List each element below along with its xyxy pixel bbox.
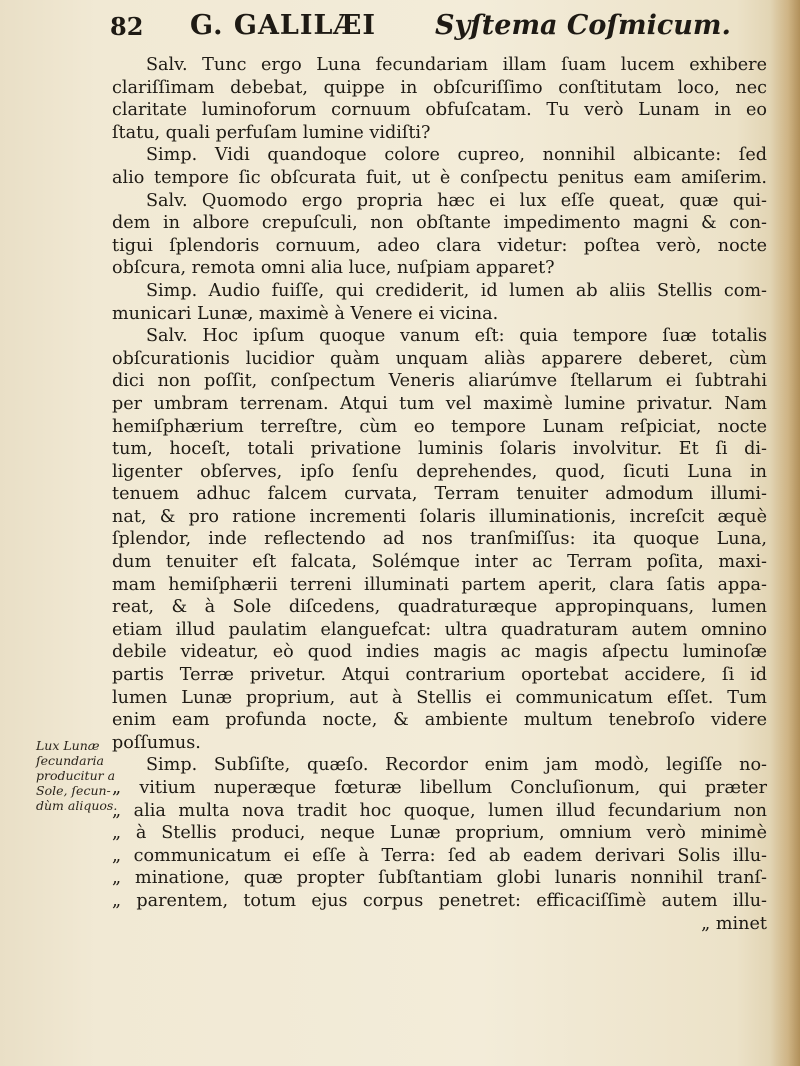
page-number: 82	[110, 12, 144, 41]
text-line: Salv. Hoc ipſum quoque vanum eſt: quia tempore ſuæ totalis	[146, 326, 767, 347]
text-line: ligenter obſerves, ipſo ſenſu deprehendes, quod, ſicuti Luna in	[112, 461, 767, 482]
text-line: „ vitium nuperæque fœturæ libellum Concluſionum, qui præter	[112, 778, 767, 798]
running-header	[110, 10, 760, 46]
header-author: G. GALILÆI	[190, 10, 377, 41]
text-line: ſplendor, inde reflectendo ad nos tranſmiſſus: ita quoque Luna,	[112, 529, 767, 550]
text-line: partis Terræ privetur. Atqui contrarium oportebat accidere, ſi id	[112, 665, 767, 686]
text-line: alio tempore ſic obſcurata fuit, ut è conſpectu penitus eam amiſerim.	[112, 167, 767, 188]
text-line: poſſumus.	[112, 732, 201, 753]
text-line: tigui ſplendoris cornuum, adeo clara videtur: poſtea verò, nocte	[112, 235, 767, 256]
marginal-note-line: Lux Lunæ	[36, 738, 100, 753]
marginal-note-line: producitur a	[36, 768, 116, 783]
text-line: per umbram terrenam. Atqui tum vel maximè lumine privatur. Nam	[112, 393, 767, 414]
text-line: Simp. Vidi quandoque colore cupreo, nonnihil albicante: ſed	[146, 145, 767, 166]
text-line: reat, & à Sole diſcedens, quadraturæque appropinquans, lumen	[112, 597, 767, 618]
text-line: Simp. Audio fuiſſe, qui crediderit, id lumen ab aliis Stellis com-	[146, 280, 767, 301]
text-line: enim eam profunda nocte, & ambiente multum tenebroſo videre	[112, 710, 767, 731]
text-line: debile videatur, eò quod indies magis ac magis aſpectu luminoſæ	[112, 642, 767, 663]
text-line: Salv. Tunc ergo Luna fecundariam illam ſuam lucem exhibere	[146, 55, 767, 75]
body-text	[112, 54, 767, 935]
text-line: „ à Stellis produci, neque Lunæ proprium, omnium verò minimè	[112, 823, 767, 844]
marginal-note-line: dùm aliquos.	[36, 798, 118, 813]
text-line: „ minatione, quæ propter ſubſtantiam globi lunaris nonnihil tranſ-	[112, 868, 767, 889]
text-line: claritate luminoforum cornuum obfuſcatam. Tu verò Lunam in eo	[112, 100, 767, 121]
text-line: Simp. Subſiſte, quæſo. Recordor enim jam modò, legiſſe no-	[146, 755, 767, 776]
text-line: municari Lunæ, maximè à Venere ei vicina.	[112, 303, 499, 324]
text-line: dem in albore crepuſculi, non obſtante impedimento magni & con-	[112, 213, 767, 234]
text-line: tum, hoceſt, totali privatione luminis ſolaris involvitur. Et ſi di-	[112, 439, 767, 460]
text-line: „ minet	[701, 913, 767, 934]
text-line: „ parentem, totum ejus corpus penetret: efficaciſſimè autem illu-	[112, 890, 767, 911]
text-line: dum tenuiter eſt falcata, Solémque inter ac Terram poſita, maxi-	[112, 552, 767, 573]
text-line: obſcura, remota omni alia luce, nuſpiam apparet?	[112, 258, 555, 279]
header-work-title: Syſtema Coſmicum.	[435, 10, 731, 41]
marginal-note-line: Sole, ſecun-	[36, 783, 111, 798]
text-line: hemiſphærium terreſtre, cùm eo tempore Lunam reſpiciat, nocte	[112, 416, 767, 437]
text-line: „ communicatum ei eſſe à Terra: ſed ab eadem derivari Solis illu-	[112, 845, 767, 866]
text-line: etiam illud paulatim elanguefcat: ultra quadraturam autem omnino	[112, 619, 767, 640]
text-line: ſtatu, quali perfuſam lumine vidiſti?	[112, 122, 431, 143]
page-edge-shadow	[770, 0, 800, 1066]
text-line: nat, & pro ratione incrementi ſolaris illuminationis, increſcit æquè	[112, 506, 767, 527]
text-line: obſcurationis lucidior quàm unquam aliàs apparere deberet, cùm	[112, 348, 767, 369]
text-line: mam hemiſphærii terreni illuminati partem aperit, clara ſatis appa-	[112, 574, 767, 595]
text-line: clariſſimam debebat, quippe in obſcuriſſimo conſtitutam loco, nec	[112, 77, 767, 98]
text-line: lumen Lunæ proprium, aut à Stellis ei communicatum eſſet. Tum	[112, 687, 767, 708]
text-line: dici non poſſit, conſpectum Veneris aliarúmve ſtellarum ei ſubtrahi	[112, 371, 767, 392]
text-line: „ alia multa nova tradit hoc quoque, lumen illud fecundarium non	[112, 800, 767, 821]
marginal-note	[36, 738, 118, 813]
text-line: Salv. Quomodo ergo propria hæc ei lux eſſe queat, quæ qui-	[146, 190, 767, 211]
text-line: tenuem adhuc falcem curvata, Terram tenuiter admodum illumi-	[112, 484, 767, 505]
marginal-note-line: ſecundaria	[36, 753, 105, 768]
